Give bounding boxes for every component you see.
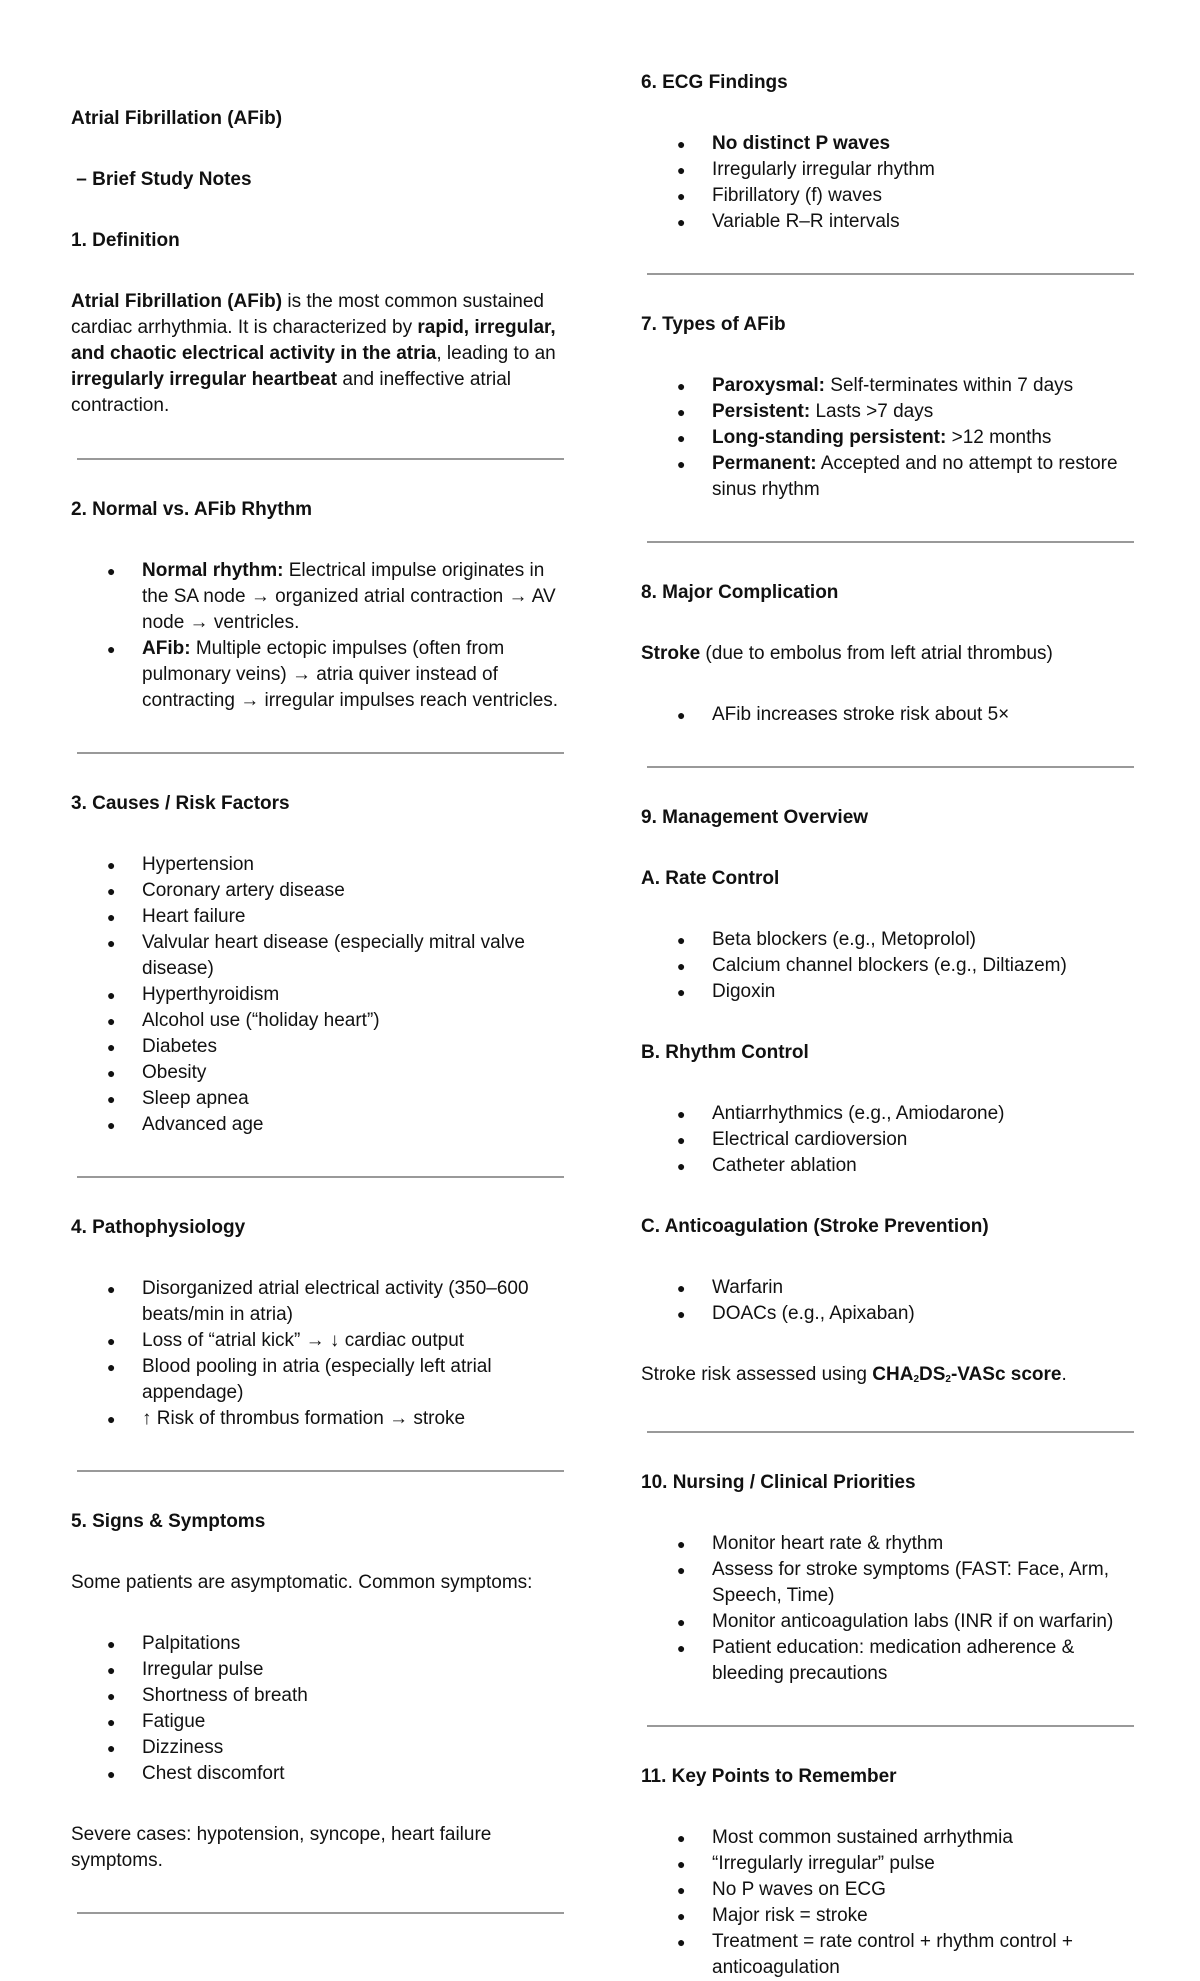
list-item: ● Variable R–R intervals [712, 209, 1141, 235]
section-heading-management: 9. Management Overview [641, 807, 869, 828]
anticoagulation-list [641, 1275, 1141, 1327]
list-item: ● Assess for stroke symptoms (FAST: Face, Arm, Speech, Time) [712, 1557, 1141, 1609]
types-list [641, 373, 1141, 503]
list-item: ● Major risk = stroke [712, 1903, 1141, 1929]
score-paragraph [641, 1362, 1141, 1393]
list-item-text: Accepted and no attempt to restore sinus rhythm [712, 453, 1118, 500]
list-item: ● Heart failure [142, 904, 571, 930]
divider [77, 458, 564, 460]
score-subscript: 2 [913, 1374, 919, 1385]
complication-text: (due to embolus from left atrial thrombus) [700, 643, 1053, 664]
list-item: ● Monitor heart rate & rhythm [712, 1531, 1141, 1557]
list-item: ● Beta blockers (e.g., Metoprolol) [712, 927, 1141, 953]
score-part: DS [919, 1364, 946, 1385]
section-heading-ecg: 6. ECG Findings [641, 72, 788, 93]
divider [77, 1470, 564, 1472]
list-item-text: Multiple ectopic impulses (often from pulmonary veins) → atria quiver instead of contracting → irregular impulses reach ventricles. [142, 638, 559, 711]
list-item-bold: Permanent: [712, 453, 817, 474]
causes-list [71, 852, 571, 1138]
section-heading-nursing: 10. Nursing / Clinical Priorities [641, 1472, 916, 1493]
ecg-list [641, 131, 1141, 235]
list-item: ● Calcium channel blockers (e.g., Diltiazem) [712, 953, 1141, 979]
list-item: ● Catheter ablation [712, 1153, 1141, 1179]
list-item: ● Hyperthyroidism [142, 982, 571, 1008]
list-item: ● Shortness of breath [142, 1683, 571, 1709]
list-item: ● Dizziness [142, 1735, 571, 1761]
list-item: ● Most common sustained arrhythmia [712, 1825, 1141, 1851]
list-item: ● DOACs (e.g., Apixaban) [712, 1301, 1141, 1327]
list-item: ● Sleep apnea [142, 1086, 571, 1112]
section-heading-types: 7. Types of AFib [641, 314, 786, 335]
list-item: ● Loss of “atrial kick” → ↓ cardiac output [142, 1328, 571, 1354]
list-item: ● Treatment = rate control + rhythm control + anticoagulation [712, 1929, 1141, 1981]
list-item: ● Obesity [142, 1060, 571, 1086]
list-item: ● Irregularly irregular rhythm [712, 157, 1141, 183]
complication-list [641, 702, 1141, 728]
list-item: ● Blood pooling in atria (especially left atrial appendage) [142, 1354, 571, 1406]
divider [77, 1912, 564, 1914]
list-item [712, 131, 1141, 157]
list-item-bold: Normal rhythm: [142, 560, 284, 581]
score-part: CHA [872, 1364, 914, 1385]
rate-control-list [641, 927, 1141, 1005]
list-item-bold: Paroxysmal: [712, 375, 826, 396]
divider [77, 752, 564, 754]
list-item: ● Diabetes [142, 1034, 571, 1060]
list-item: ● AFib increases stroke risk about 5× [712, 702, 1141, 728]
list-item: ● No P waves on ECG [712, 1877, 1141, 1903]
list-item-text: >12 months [946, 427, 1052, 448]
section-heading-causes: 3. Causes / Risk Factors [71, 793, 290, 814]
list-item: ● ↑ Risk of thrombus formation → stroke [142, 1406, 571, 1432]
list-item-text: Self-terminates within 7 days [825, 375, 1074, 396]
list-item [142, 636, 571, 714]
definition-text-2: , leading to an [436, 343, 556, 364]
symptoms-outro: Severe cases: hypotension, syncope, heart failure symptoms. [71, 1824, 492, 1871]
list-item: ● Alcohol use (“holiday heart”) [142, 1008, 571, 1034]
section-heading-key-points: 11. Key Points to Remember [641, 1766, 897, 1787]
left-column [71, 0, 571, 1914]
score-name [872, 1364, 1061, 1385]
definition-bold-1: Atrial Fibrillation (AFib) [71, 291, 283, 312]
symptoms-list [71, 1631, 571, 1787]
section-heading-definition: 1. Definition [71, 230, 180, 251]
definition-paragraph [71, 289, 571, 419]
list-item: ● Monitor anticoagulation labs (INR if on warfarin) [712, 1609, 1141, 1635]
list-item: ● “Irregularly irregular” pulse [712, 1851, 1141, 1877]
key-points-list [641, 1825, 1141, 1981]
section-heading-pathophysiology: 4. Pathophysiology [71, 1217, 246, 1238]
divider [77, 1176, 564, 1178]
section-heading-complication: 8. Major Complication [641, 582, 839, 603]
definition-text-3: and ineffective atrial contraction. [71, 369, 512, 416]
list-item: ● Palpitations [142, 1631, 571, 1657]
list-item-bold: Persistent: [712, 401, 811, 422]
subheading-rhythm-control: B. Rhythm Control [641, 1042, 809, 1063]
nursing-list [641, 1531, 1141, 1687]
list-item: ● Antiarrhythmics (e.g., Amiodarone) [712, 1101, 1141, 1127]
subheading-rate-control: A. Rate Control [641, 868, 780, 889]
divider [647, 1431, 1134, 1433]
rhythm-list [71, 558, 571, 714]
section-heading-symptoms: 5. Signs & Symptoms [71, 1511, 266, 1532]
complication-bold: Stroke [641, 643, 701, 664]
list-item: ● Disorganized atrial electrical activity (350–600 beats/min in atria) [142, 1276, 571, 1328]
list-item: ● Patient education: medication adherence & bleeding precautions [712, 1635, 1141, 1687]
list-item: ● Fibrillatory (f) waves [712, 183, 1141, 209]
list-item [712, 451, 1141, 503]
list-item-bold: Long-standing persistent: [712, 427, 947, 448]
divider [647, 1725, 1134, 1727]
subheading-anticoagulation: C. Anticoagulation (Stroke Prevention) [641, 1216, 989, 1237]
doc-subtitle: – Brief Study Notes [71, 169, 252, 190]
right-column [641, 0, 1141, 1981]
list-item [712, 373, 1141, 399]
list-item: ● Hypertension [142, 852, 571, 878]
divider [647, 273, 1134, 275]
divider [647, 766, 1134, 768]
definition-bold-2: rapid, irregular, and chaotic electrical activity in the atria [71, 317, 556, 364]
list-item: ● Digoxin [712, 979, 1141, 1005]
complication-paragraph [641, 641, 1141, 667]
rhythm-control-list [641, 1101, 1141, 1179]
definition-text-1: is the most common sustained cardiac arrhythmia. It is characterized by [71, 291, 544, 338]
list-item: ● Advanced age [142, 1112, 571, 1138]
list-item: ● Valvular heart disease (especially mitral valve disease) [142, 930, 571, 982]
score-period: . [1061, 1364, 1067, 1385]
list-item [142, 558, 571, 636]
list-item: ● Coronary artery disease [142, 878, 571, 904]
list-item-text: Lasts >7 days [810, 401, 934, 422]
section-heading-rhythm: 2. Normal vs. AFib Rhythm [71, 499, 313, 520]
definition-bold-3: irregularly irregular heartbeat [71, 369, 338, 390]
score-part: -VASc score [950, 1364, 1062, 1385]
list-item: ● Warfarin [712, 1275, 1141, 1301]
symptoms-intro: Some patients are asymptomatic. Common symptoms: [71, 1572, 533, 1593]
divider [647, 541, 1134, 543]
list-item-bold: No distinct P waves [712, 133, 891, 154]
pathophysiology-list [71, 1276, 571, 1432]
list-item: ● Chest discomfort [142, 1761, 571, 1787]
list-item-bold: AFib: [142, 638, 191, 659]
list-item: ● Electrical cardioversion [712, 1127, 1141, 1153]
list-item: ● Irregular pulse [142, 1657, 571, 1683]
doc-title: Atrial Fibrillation (AFib) [71, 108, 283, 129]
list-item [712, 399, 1141, 425]
list-item [712, 425, 1141, 451]
score-text: Stroke risk assessed using [641, 1364, 873, 1385]
score-subscript: 2 [945, 1374, 951, 1385]
list-item: ● Fatigue [142, 1709, 571, 1735]
list-item-text: Electrical impulse originates in the SA node → organized atrial contraction → AV node → ventricles. [142, 560, 556, 633]
